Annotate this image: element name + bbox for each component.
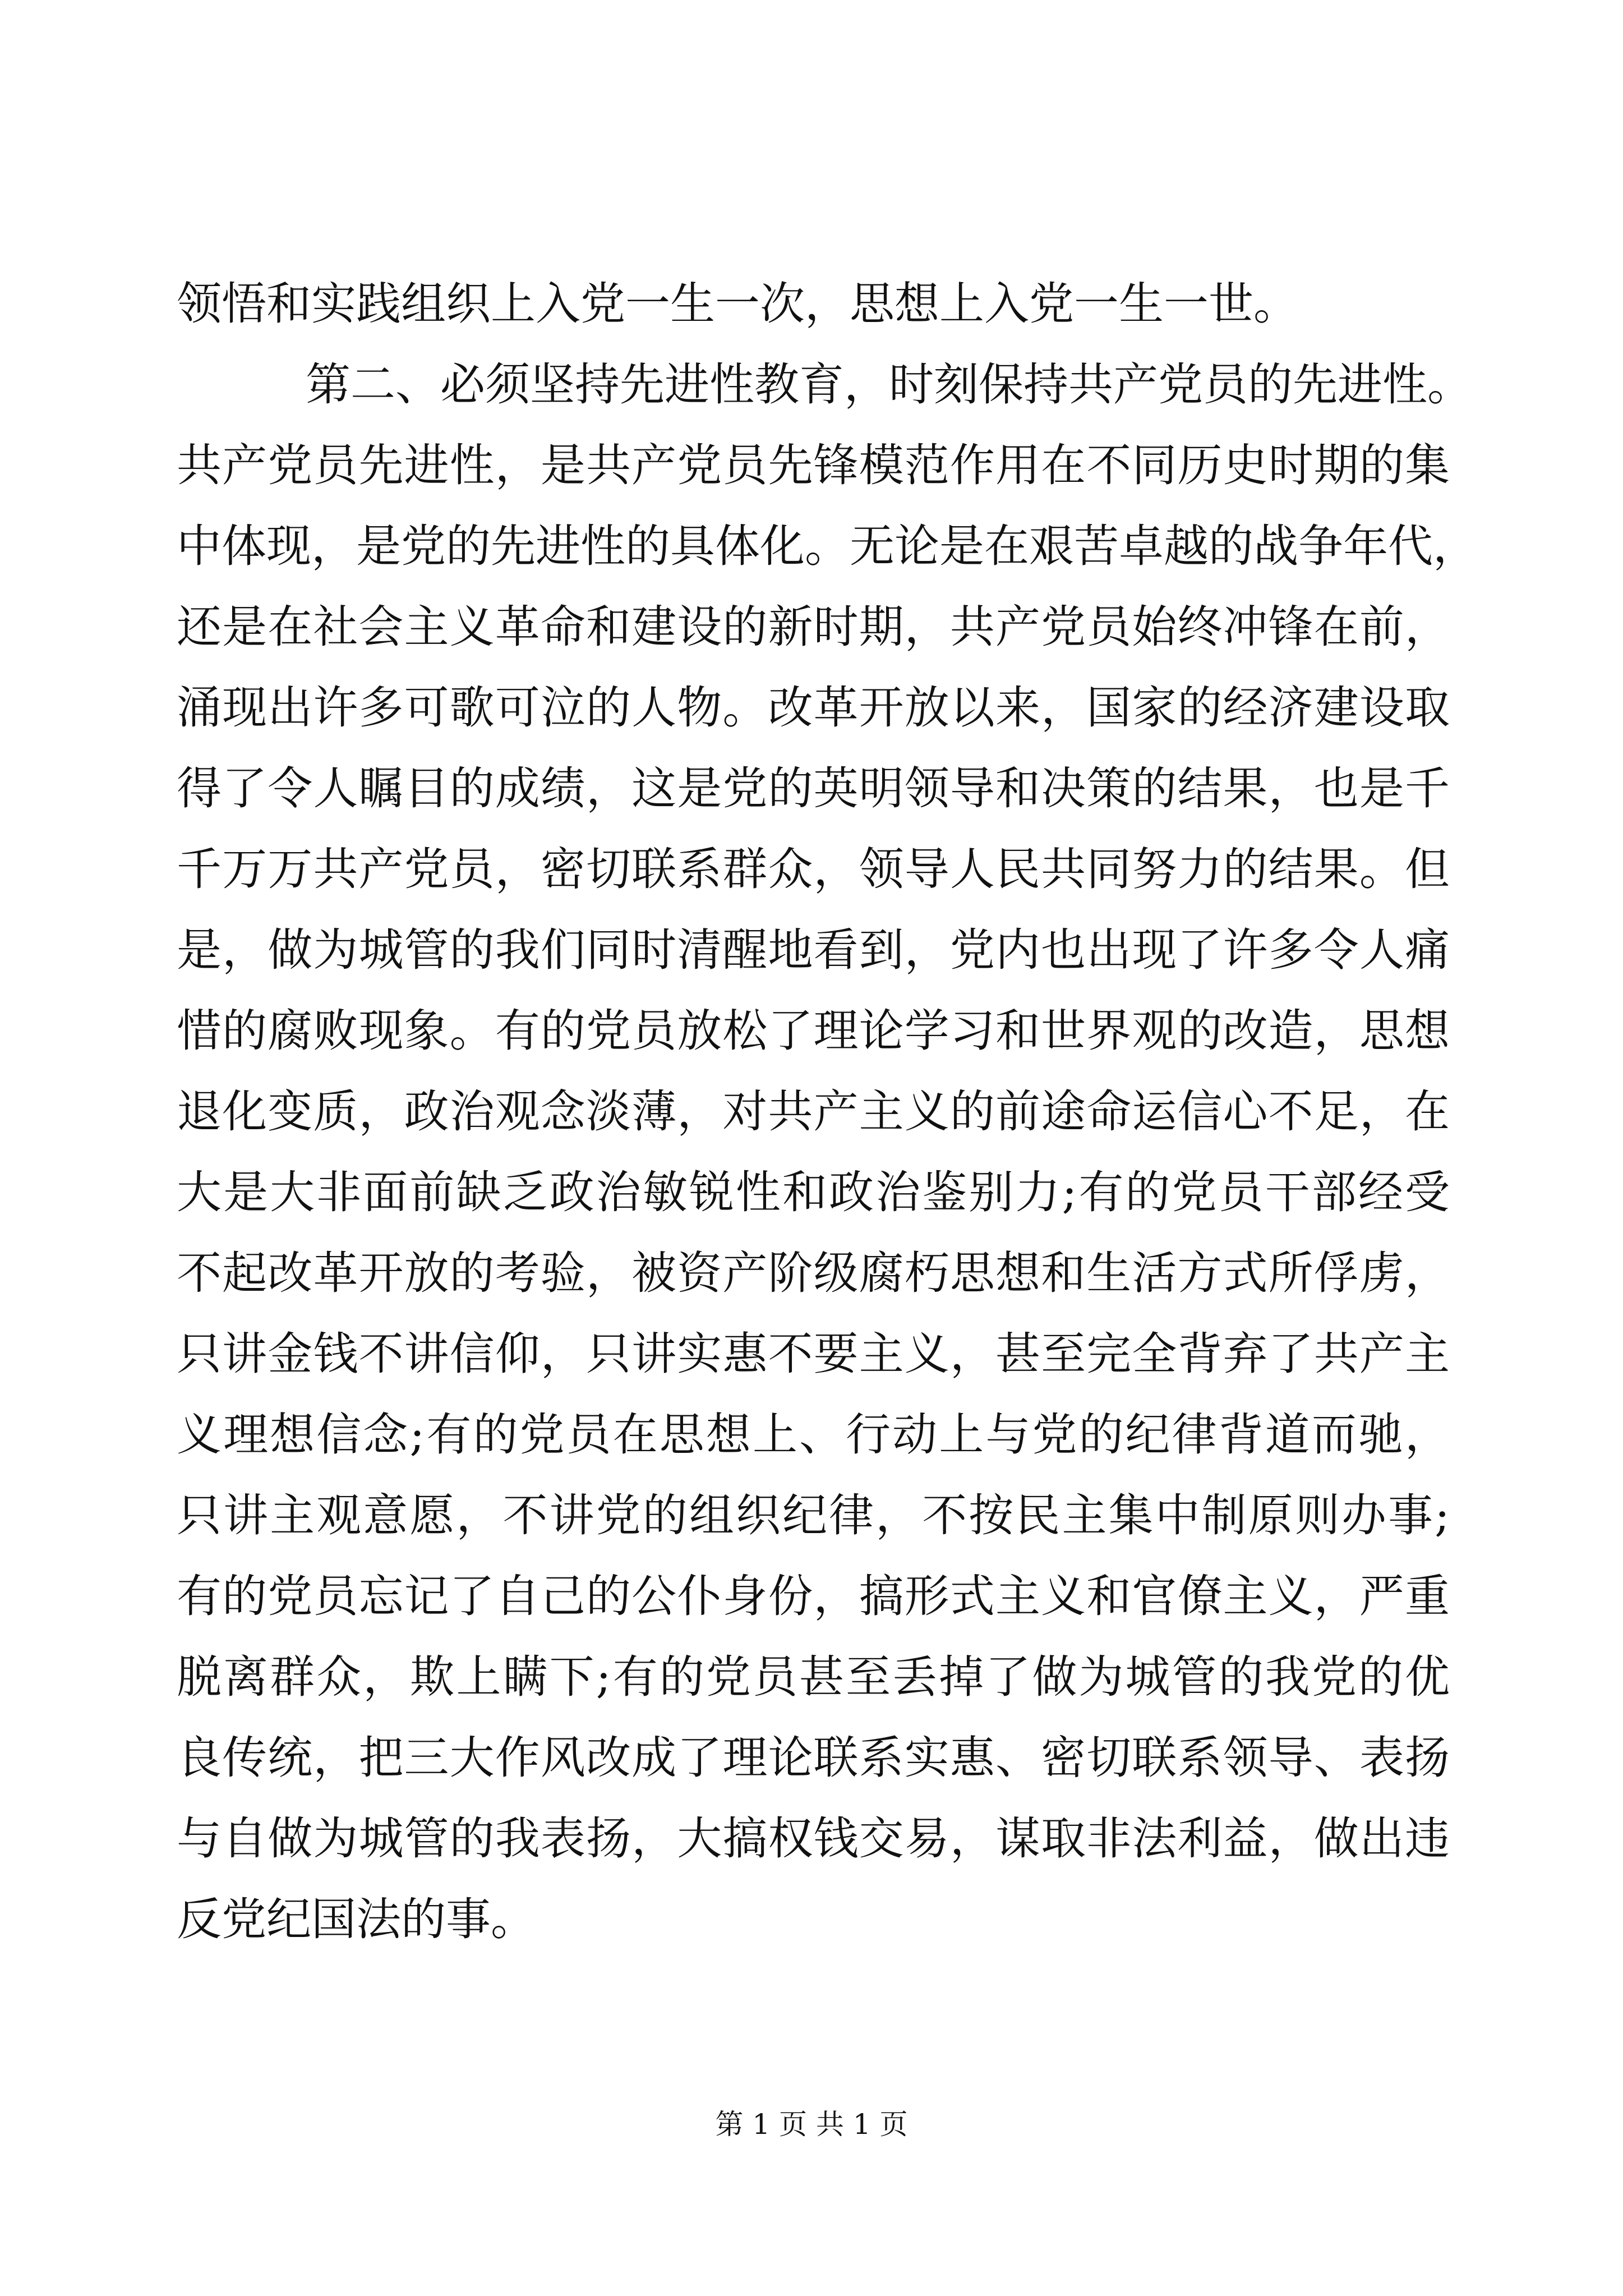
body-text [177,264,1478,1960]
text-line: 与自做为城管的我表扬，大搞权钱交易，谋取非法利益，做出违 [177,1812,1450,1865]
text-line: 有的党员忘记了自己的公仆身份，搞形式主义和官僚主义，严重 [177,1570,1450,1622]
text-line: 得了令人瞩目的成绩，这是党的英明领导和决策的结果，也是千 [177,762,1450,815]
text-line: 良传统，把三大作风改成了理论联系实惠、密切联系领导、表扬 [177,1732,1450,1784]
text-line: 涌现出许多可歌可泣的人物。改革开放以来，国家的经济建设取 [177,682,1450,734]
text-line: 领悟和实践组织上入党一生一次，思想上入党一生一世。 [177,278,1298,330]
text-line: 只讲金钱不讲信仰，只讲实惠不要主义，甚至完全背弃了共产主 [177,1328,1450,1380]
text-line: 义理想信念;有的党员在思想上、行动上与党的纪律背道而驰， [177,1409,1450,1461]
paragraph-first-line: 第二、必须坚持先进性教育，时刻保持共产党员的先进性。 [306,358,1472,411]
text-line: 共产党员先进性，是共产党员先锋模范作用在不同历史时期的集 [177,439,1450,491]
text-line: 惜的腐败现象。有的党员放松了理论学习和世界观的改造，思想 [177,1005,1450,1057]
text-line: 大是大非面前缺乏政治敏锐性和政治鉴别力;有的党员干部经受 [177,1166,1450,1218]
text-line: 中体现，是党的先进性的具体化。无论是在艰苦卓越的战争年代， [177,520,1478,572]
text-line: 脱离群众，欺上瞒下;有的党员甚至丢掉了做为城管的我党的优 [177,1651,1450,1703]
text-line: 还是在社会主义革命和建设的新时期，共产党员始终冲锋在前， [177,601,1450,653]
paragraph-last-line: 反党纪国法的事。 [177,1893,536,1945]
text-line: 退化变质，政治观念淡薄，对共产主义的前途命运信心不足，在 [177,1085,1450,1138]
text-line: 千万万共产党员，密切联系群众，领导人民共同努力的结果。但 [177,843,1450,895]
text-line: 不起改革开放的考验，被资产阶级腐朽思想和生活方式所俘虏， [177,1247,1450,1299]
text-line: 是，做为城管的我们同时清醒地看到，党内也出现了许多令人痛 [177,924,1450,976]
text-line: 只讲主观意愿，不讲党的组织纪律，不按民主集中制原则办事; [177,1489,1450,1542]
page-number-footer: 第 1 页 共 1 页 [715,2108,908,2141]
